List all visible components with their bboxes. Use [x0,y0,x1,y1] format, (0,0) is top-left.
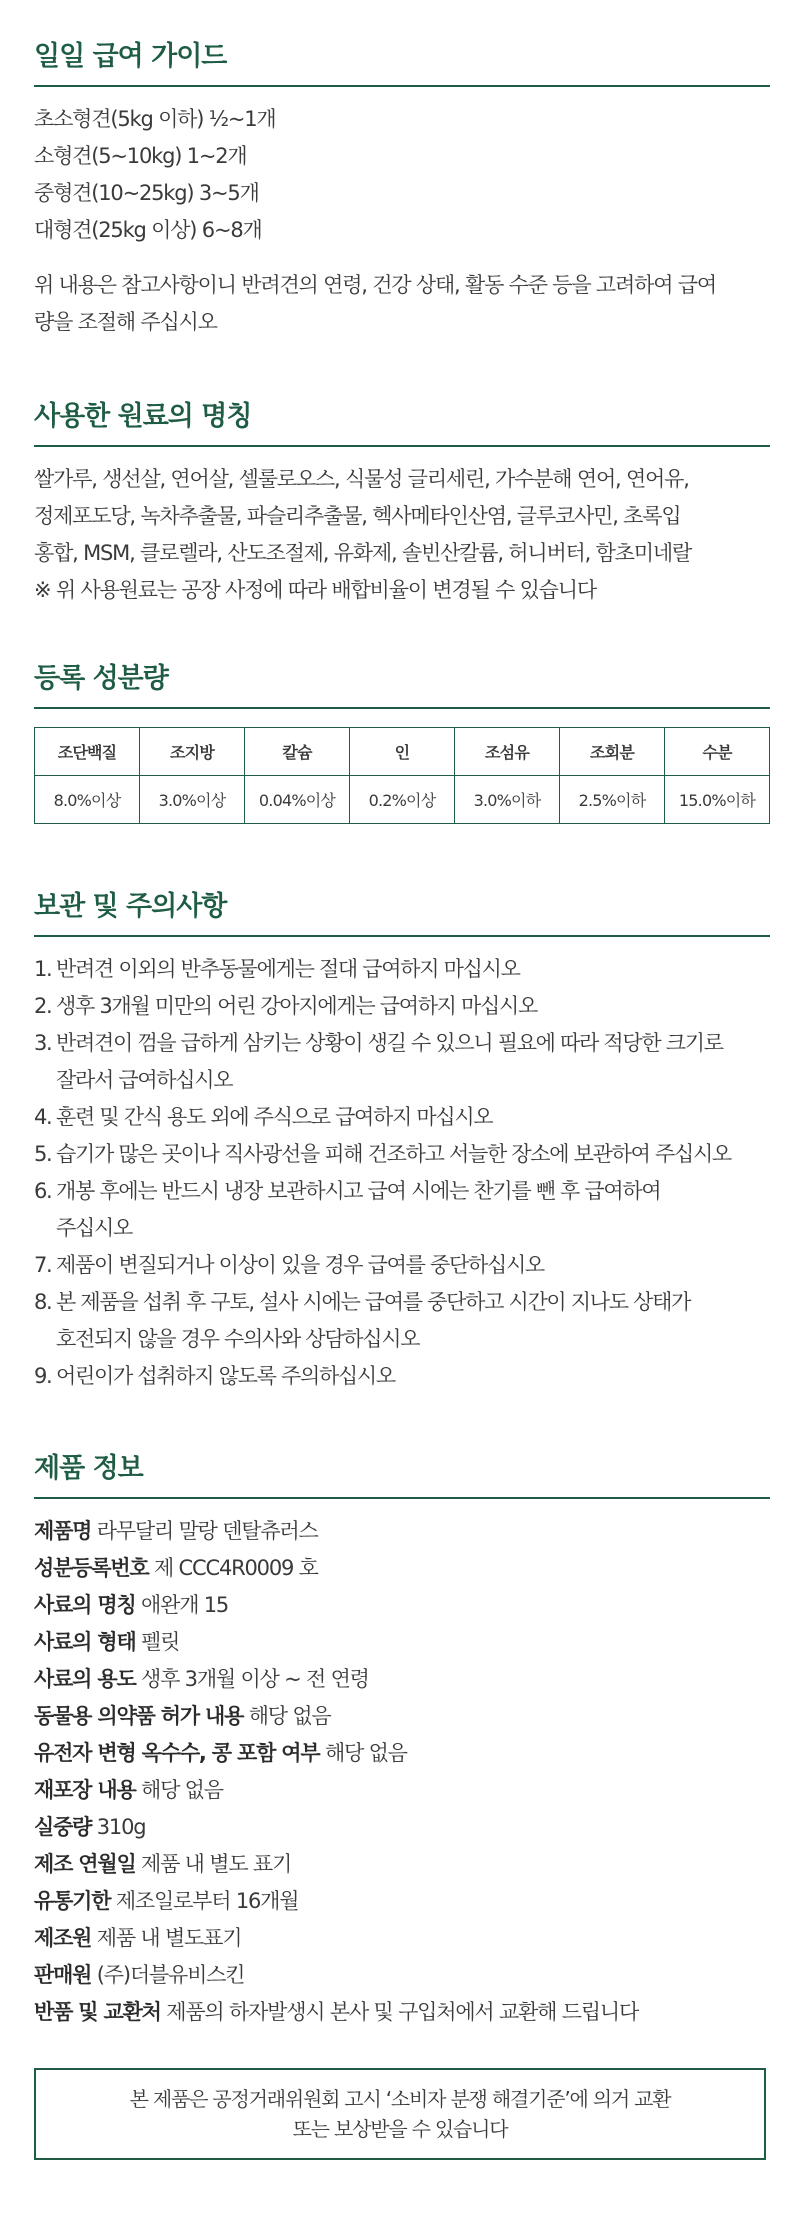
product-info-value: 제품의 하자발생시 본사 및 구입처에서 교환해 드립니다 [166,2000,639,2024]
product-info-key: 사료의 형태 [34,1630,136,1654]
nutrient-header: 조지방 [140,728,245,776]
product-info-key: 반품 및 교환처 [34,2000,161,2024]
product-info-row [34,1550,770,1587]
care-item-number: 7. [34,1253,52,1277]
daily-guide-note-line: 량을 조절해 주십시오 [34,310,217,334]
product-info-value: 제품 내 별도표기 [96,1926,242,1950]
care-item-number: 1. [34,957,52,981]
care-item-number: 3. [34,1031,52,1055]
care-item-number: 5. [34,1142,52,1166]
product-info-row [34,1624,770,1661]
nutrient-value: 0.2%이상 [350,776,455,824]
care-item-number: 2. [34,994,52,1018]
product-info-value: 라무달리 말랑 덴탈츄러스 [96,1519,318,1543]
daily-guide-list [34,101,770,249]
product-info-row [34,1772,770,1809]
product-info-key: 유통기한 [34,1889,111,1913]
product-info-key: 사료의 용도 [34,1667,136,1691]
product-info-key: 판매원 [34,1963,92,1987]
care-item-text: 반려견이 껌을 급하게 삼키는 상황이 생길 수 있으니 필요에 따라 적당한 크기로 [56,1031,723,1055]
product-info-key: 사료의 명칭 [34,1593,136,1617]
product-info-key: 제조 연월일 [34,1852,136,1876]
care-item-text: 훈련 및 간식 용도 외에 주식으로 급여하지 마십시오 [56,1105,493,1129]
product-info-key: 제조원 [34,1926,92,1950]
care-item-text: 개봉 후에는 반드시 냉장 보관하시고 급여 시에는 찬기를 뺀 후 급여하여 [56,1179,661,1203]
care-item-text: 반려견 이외의 반추동물에게는 절대 급여하지 마십시오 [56,957,520,981]
care-item [34,988,770,1025]
nutrient-header: 칼슘 [245,728,350,776]
care-title: 보관 및 주의사항 [34,884,770,937]
product-info-value: (주)더블유비스킨 [96,1963,245,1987]
care-item-text-cont: 주십시오 [56,1216,132,1240]
ingredients-line: 홍합, MSM, 클로렐라, 산도조절제, 유화제, 솔빈산칼륨, 허니버터, 함초미네랄 [34,541,692,565]
daily-guide-note-line: 위 내용은 참고사항이니 반려견의 연령, 건강 상태, 활동 수준 등을 고려하여 급여 [34,273,716,297]
product-info-row [34,1661,770,1698]
product-info-value: 애완개 15 [141,1593,229,1617]
daily-guide-note [34,267,770,341]
nutrient-value: 2.5%이하 [560,776,665,824]
product-info-key: 재포장 내용 [34,1778,136,1802]
care-item [34,1025,770,1099]
ingredients-line: 쌀가루, 생선살, 연어살, 셀룰로오스, 식물성 글리세린, 가수분해 연어, 연어유, [34,467,689,491]
product-info-row [34,1883,770,1920]
nutrient-header: 조단백질 [35,728,140,776]
ingredients-title: 사용한 원료의 명칭 [34,394,770,447]
product-info-value: 제 CCC4R0009 호 [154,1556,318,1580]
product-info-value: 펠릿 [141,1630,180,1654]
care-item [34,1247,770,1284]
care-item [34,1173,770,1247]
product-info-row [34,1957,770,1994]
consumer-notice-line: 또는 보상받을 수 있습니다 [292,2117,508,2141]
care-item-number: 4. [34,1105,52,1129]
care-item [34,1099,770,1136]
product-info-value: 제조일로부터 16개월 [115,1889,299,1913]
daily-guide-line: 초소형견(5kg 이하) ½~1개 [34,107,276,131]
product-info-key: 제품명 [34,1519,92,1543]
daily-guide-line: 중형견(10~25kg) 3~5개 [34,181,259,205]
product-info-row [34,1587,770,1624]
care-item-text: 본 제품을 섭취 후 구토, 설사 시에는 급여를 중단하고 시간이 지나도 상태가 [56,1290,691,1314]
nutrient-value: 15.0%이하 [665,776,770,824]
daily-guide-section [34,34,770,341]
product-info-value: 제품 내 별도 표기 [141,1852,292,1876]
care-item [34,1284,770,1358]
care-item-number: 6. [34,1179,52,1203]
care-item [34,951,770,988]
product-info-title: 제품 정보 [34,1446,770,1499]
care-item-number: 9. [34,1364,52,1388]
nutrient-value: 8.0%이상 [35,776,140,824]
nutrient-header: 조회분 [560,728,665,776]
care-item-text-cont: 호전되지 않을 경우 수의사와 상담하십시오 [56,1327,420,1351]
product-info-key: 실중량 [34,1815,92,1839]
care-item-number: 8. [34,1290,52,1314]
care-item-text: 습기가 많은 곳이나 직사광선을 피해 건조하고 서늘한 장소에 보관하여 주십시오 [56,1142,731,1166]
care-item-text: 제품이 변질되거나 이상이 있을 경우 급여를 중단하십시오 [56,1253,544,1277]
product-info-value: 해당 없음 [248,1704,331,1728]
product-info-row [34,1809,770,1846]
nutrient-value: 0.04%이상 [245,776,350,824]
care-item-text: 생후 3개월 미만의 어린 강아지에게는 급여하지 마십시오 [56,994,537,1018]
nutrient-value: 3.0%이상 [140,776,245,824]
product-info-value: 310g [96,1815,146,1839]
ingredients-list [34,461,770,609]
care-item-text-cont: 잘라서 급여하십시오 [56,1068,233,1092]
ingredients-disclaimer: ※ 위 사용원료는 공장 사정에 따라 배합비율이 변경될 수 있습니다 [34,578,596,602]
nutrients-title: 등록 성분량 [34,656,770,709]
product-info-value: 생후 3개월 이상 ~ 전 연령 [141,1667,369,1691]
ingredients-line: 정제포도당, 녹차추출물, 파슬리추출물, 헥사메타인산염, 글루코사민, 초록입 [34,504,681,528]
product-info-value: 해당 없음 [324,1741,407,1765]
care-item [34,1136,770,1173]
product-info-list [34,1513,770,2031]
care-list [34,951,770,1395]
product-info-row [34,1846,770,1883]
product-info-key: 성분등록번호 [34,1556,149,1580]
product-info-key: 동물용 의약품 허가 내용 [34,1704,244,1728]
daily-guide-title: 일일 급여 가이드 [34,34,770,87]
consumer-notice-box [34,2068,766,2160]
nutrient-value: 3.0%이하 [455,776,560,824]
care-item [34,1358,770,1395]
nutrient-header: 조섬유 [455,728,560,776]
product-info-row [34,1920,770,1957]
ingredients-section [34,394,770,609]
nutrients-value-row [35,776,770,824]
product-info-row [34,1698,770,1735]
nutrients-section [34,656,770,824]
nutrient-header: 인 [350,728,455,776]
product-info-value: 해당 없음 [141,1778,223,1802]
product-info-row [34,1994,770,2031]
nutrients-header-row [35,728,770,776]
product-info-key: 유전자 변형 옥수수, 콩 포함 여부 [34,1741,320,1765]
product-info-row [34,1735,770,1772]
care-section [34,884,770,1395]
nutrients-table [34,727,770,824]
care-item-text: 어린이가 섭취하지 않도록 주의하십시오 [56,1364,395,1388]
daily-guide-line: 소형견(5~10kg) 1~2개 [34,144,247,168]
product-info-section [34,1446,770,2031]
nutrient-header: 수분 [665,728,770,776]
consumer-notice-line: 본 제품은 공정거래위원회 고시 ‘소비자 분쟁 해결기준’에 의거 교환 [129,2087,671,2111]
daily-guide-line: 대형견(25kg 이상) 6~8개 [34,218,262,242]
product-info-row [34,1513,770,1550]
